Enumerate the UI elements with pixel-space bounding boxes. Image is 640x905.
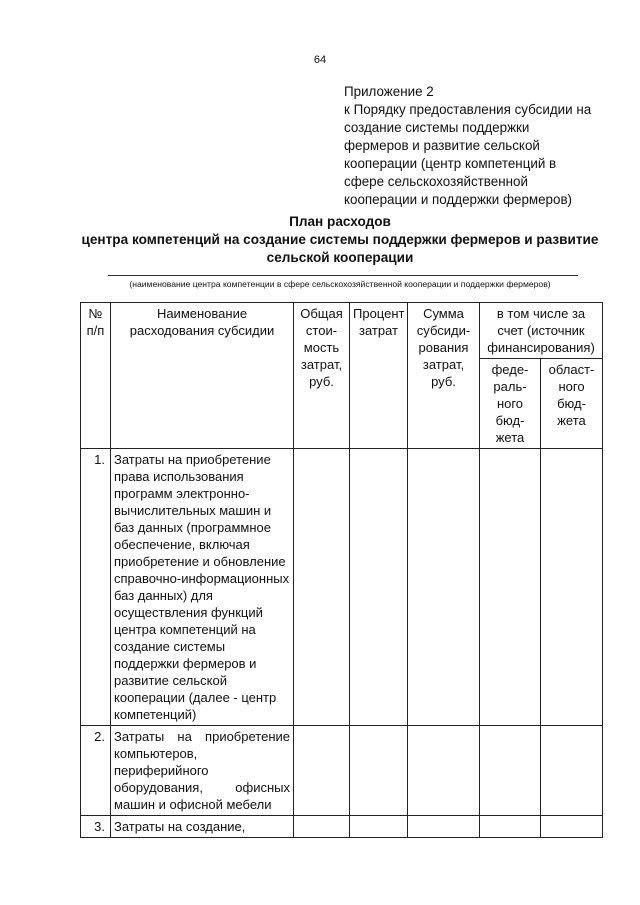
title-line: План расходов xyxy=(289,214,391,229)
table-row xyxy=(81,726,603,816)
header-name: Наименование расходования субсидии xyxy=(111,303,294,449)
cell-sum xyxy=(408,449,480,726)
cell-regional xyxy=(541,726,603,816)
center-name-caption: (наименование центра компетенции в сфере сельскохозяйственной кооперации и поддержки фермеров) xyxy=(129,279,551,289)
cell-total xyxy=(294,816,350,838)
cell-percent xyxy=(350,726,408,816)
cell-federal xyxy=(480,449,541,726)
row-description: Затраты на приобретение права использования программ электронно-вычислительных машин и баз данных (программное обеспечение, включая приобретение и обновление справочно-информационных баз данных) для осуществления функций центра компетенций на создание системы поддержки фермеров и развитие сельской кооперации (далее - центр компетенций) xyxy=(111,449,294,726)
row-num: 1. xyxy=(81,449,111,726)
row-description: Затраты на создание, xyxy=(111,816,294,838)
appendix-line: к Порядку предоставления субсидии на xyxy=(344,102,592,117)
cell-federal xyxy=(480,816,541,838)
appendix-line: сфере сельскохозяйственной xyxy=(344,174,528,189)
appendix-note xyxy=(344,83,614,209)
appendix-line: создание системы поддержки xyxy=(344,120,530,135)
row-num: 2. xyxy=(81,726,111,816)
header-percent: Процент затрат xyxy=(350,303,408,449)
document-title xyxy=(60,213,620,267)
row-description: Затраты на приобретение компьютеров, периферийного оборудования, офисных машин и офисной мебели xyxy=(111,726,294,816)
header-subsidy-sum: Сумма субсиди- рования затрат, руб. xyxy=(408,303,480,449)
cell-sum xyxy=(408,726,480,816)
page-number: 64 xyxy=(313,54,327,66)
appendix-line: кооперации и поддержки фермеров) xyxy=(344,192,573,207)
cell-regional xyxy=(541,816,603,838)
table-row xyxy=(81,816,603,838)
appendix-line: кооперации (центр компетенций в xyxy=(344,156,557,171)
header-federal: феде- раль- ного бюд- жета xyxy=(480,359,541,449)
header-regional: област- ного бюд- жета xyxy=(541,359,603,449)
cell-percent xyxy=(350,816,408,838)
center-name-underline xyxy=(108,275,578,276)
table-header-row xyxy=(81,303,603,359)
expense-plan-table xyxy=(80,302,603,838)
cell-total xyxy=(294,449,350,726)
row-num: 3. xyxy=(81,816,111,838)
header-total-cost: Общая стои- мость затрат, руб. xyxy=(294,303,350,449)
table-row xyxy=(81,449,603,726)
title-line: центра компетенций на создание системы поддержки фермеров и развитие xyxy=(81,232,599,247)
appendix-line: фермеров и развитие сельской xyxy=(344,138,540,153)
header-including: в том числе за счет (источник финансирования) xyxy=(480,303,603,359)
title-line: сельской кооперации xyxy=(266,250,414,265)
cell-regional xyxy=(541,449,603,726)
cell-federal xyxy=(480,726,541,816)
appendix-line: Приложение 2 xyxy=(344,84,434,99)
header-num: № п/п xyxy=(81,303,111,449)
cell-percent xyxy=(350,449,408,726)
cell-total xyxy=(294,726,350,816)
cell-sum xyxy=(408,816,480,838)
